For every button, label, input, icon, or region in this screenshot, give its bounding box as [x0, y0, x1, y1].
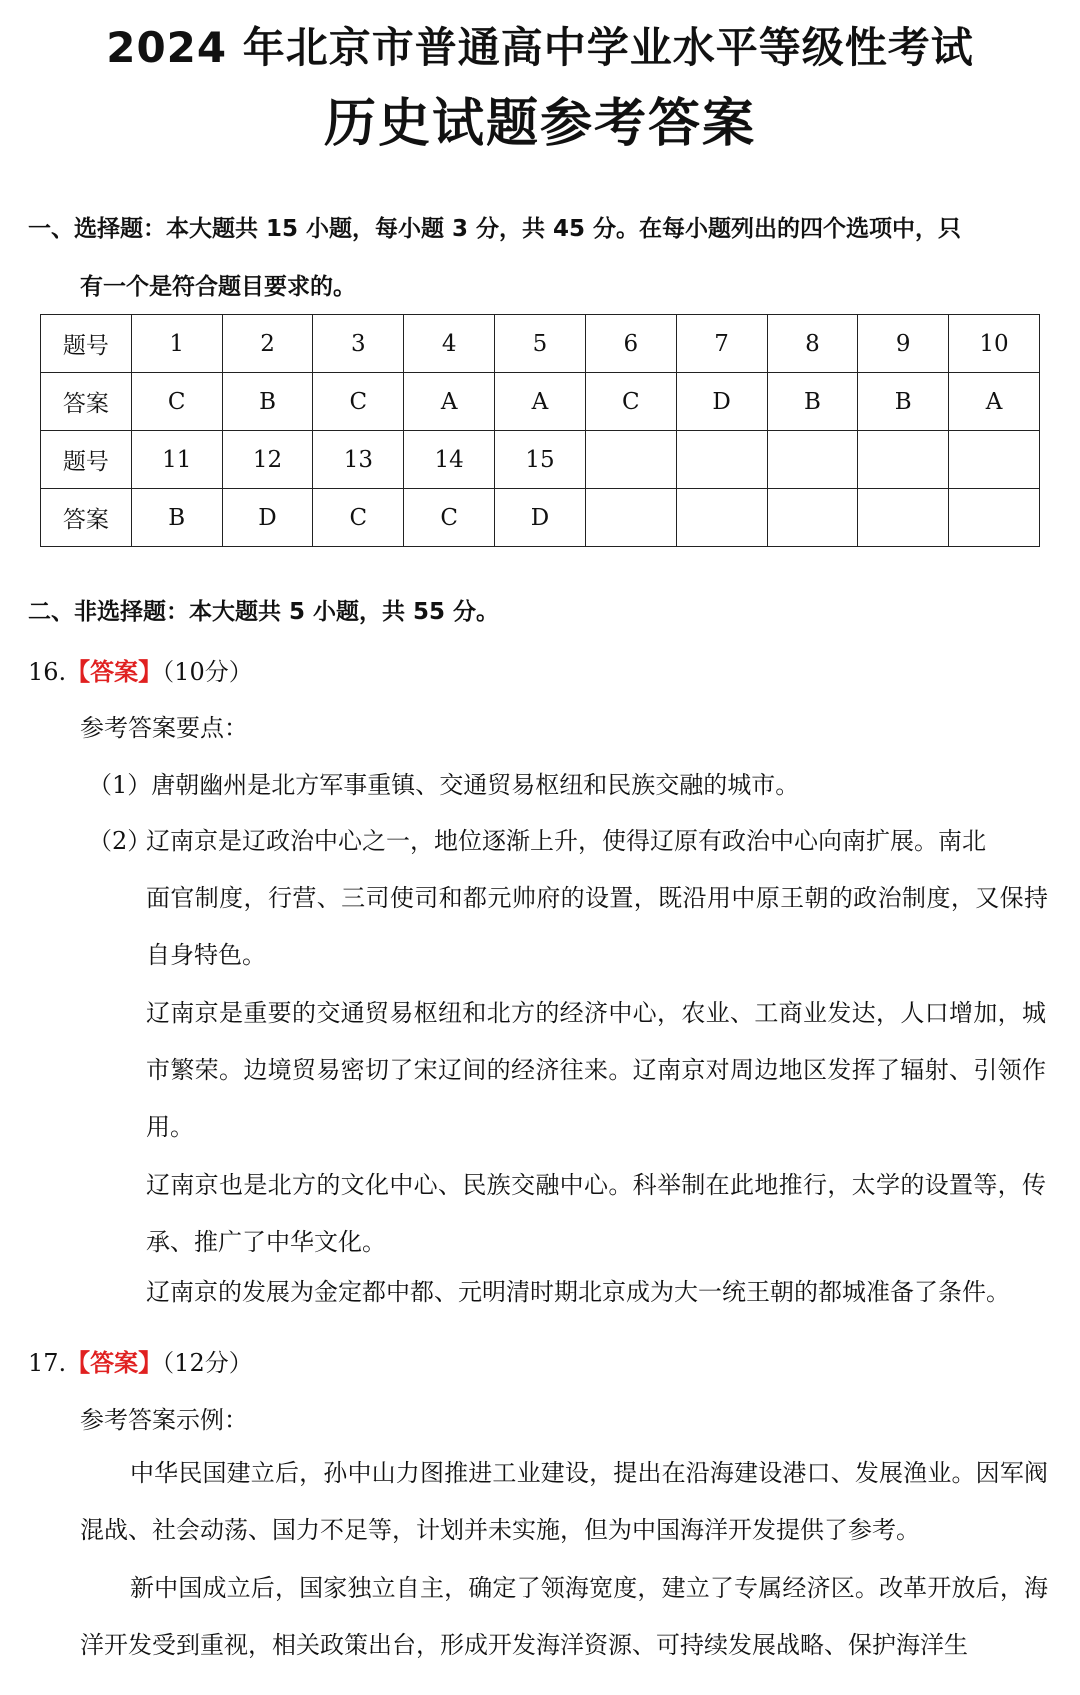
table-row — [41, 315, 1040, 373]
answer-cell — [949, 489, 1040, 547]
question-16-point-1: （1）唐朝幽州是北方军事重镇、交通贸易枢纽和民族交融的城市。 — [88, 771, 800, 799]
number-cell: 5 — [495, 315, 586, 373]
answer-cell: A — [495, 373, 586, 431]
point-2-first-line: 辽南京是辽政治中心之一，地位逐渐上升，使得辽原有政治中心向南扩展。南北 — [146, 827, 986, 855]
answer-cell: B — [858, 373, 949, 431]
question-16-point-2 — [88, 813, 1048, 984]
answer-cell — [858, 489, 949, 547]
number-cell: 13 — [313, 431, 404, 489]
answer-cell: C — [313, 489, 404, 547]
question-16-paragraph-economy: 辽南京是重要的交通贸易枢纽和北方的经济中心，农业、工商业发达，人口增加，城市繁荣。边境贸易密切了宋辽间的经济往来。辽南京对周边地区发挥了辐射、引领作用。 — [146, 999, 1046, 1141]
answer-cell: C — [585, 373, 676, 431]
question-score: （10分） — [162, 658, 253, 686]
answer-cell: A — [949, 373, 1040, 431]
question-score: （12分） — [162, 1349, 253, 1377]
number-cell: 14 — [404, 431, 495, 489]
point-2-continuation: 面官制度，行营、三司使司和都元帅府的设置，既沿用中原王朝的政治制度，又保持自身特色。 — [146, 884, 1048, 969]
answer-cell: B — [767, 373, 858, 431]
number-label-cell: 题号 — [41, 431, 132, 489]
table-row — [41, 431, 1040, 489]
answer-cell: B — [131, 489, 222, 547]
number-cell: 10 — [949, 315, 1040, 373]
number-cell: 2 — [222, 315, 313, 373]
number-cell: 1 — [131, 315, 222, 373]
number-cell: 11 — [131, 431, 222, 489]
answer-cell: B — [222, 373, 313, 431]
question-17-paragraph-2: 新中国成立后，国家独立自主，确定了领海宽度，建立了专属经济区。改革开放后，海洋开发受到重视，相关政策出台，形成开发海洋资源、可持续发展战略、保护海洋生 — [80, 1574, 1048, 1659]
answer-table — [40, 314, 1040, 547]
answer-cell: D — [495, 489, 586, 547]
answer-label-cell: 答案 — [41, 373, 132, 431]
point-label: （2） — [88, 827, 152, 855]
answer-cell: D — [676, 373, 767, 431]
number-cell: 12 — [222, 431, 313, 489]
answer-tag: 【答案】 — [66, 658, 163, 686]
answer-tag: 【答案】 — [66, 1349, 163, 1377]
number-cell: 4 — [404, 315, 495, 373]
document-title: 历史试题参考答案 — [323, 94, 756, 154]
question-17-paragraph-1: 中华民国建立后，孙中山力图推进工业建设，提出在沿海建设港口、发展渔业。因军阀混战、社会动荡、国力不足等，计划并未实施，但为中国海洋开发提供了参考。 — [80, 1459, 1048, 1544]
question-17-intro: 参考答案示例： — [80, 1406, 248, 1434]
answer-cell: A — [404, 373, 495, 431]
question-number: 16. — [28, 658, 67, 686]
answer-cell: C — [313, 373, 404, 431]
question-16-title — [28, 652, 253, 692]
question-17-title — [28, 1343, 253, 1383]
question-number: 17. — [28, 1349, 67, 1377]
answer-cell: C — [131, 373, 222, 431]
section1-heading-line2: 有一个是符合题目要求的。 — [80, 274, 356, 300]
answer-cell: D — [222, 489, 313, 547]
question-16-paragraph-conclusion: 辽南京的发展为金定都中都、元明清时期北京成为大一统王朝的都城准备了条件。 — [146, 1278, 1010, 1306]
answer-cell — [585, 489, 676, 547]
number-cell: 7 — [676, 315, 767, 373]
number-cell — [949, 431, 1040, 489]
section2-heading: 二、非选择题：本大题共 5 小题，共 55 分。 — [28, 599, 500, 625]
table-row — [41, 373, 1040, 431]
answer-cell — [767, 489, 858, 547]
question-16-intro: 参考答案要点： — [80, 714, 248, 742]
answer-label-cell: 答案 — [41, 489, 132, 547]
table-row — [41, 489, 1040, 547]
number-label-cell: 题号 — [41, 315, 132, 373]
section1-heading-line1: 一、选择题：本大题共 15 小题，每小题 3 分，共 45 分。在每小题列出的四个选项中，只 — [28, 216, 962, 242]
number-cell: 15 — [495, 431, 586, 489]
number-cell — [585, 431, 676, 489]
section1-heading — [28, 200, 1048, 316]
number-cell — [767, 431, 858, 489]
number-cell: 9 — [858, 315, 949, 373]
number-cell: 6 — [585, 315, 676, 373]
number-cell — [858, 431, 949, 489]
number-cell: 8 — [767, 315, 858, 373]
number-cell — [676, 431, 767, 489]
exam-title: 2024 年北京市普通高中学业水平等级性考试 — [106, 23, 974, 72]
answer-cell — [676, 489, 767, 547]
question-16-paragraph-culture: 辽南京也是北方的文化中心、民族交融中心。科举制在此地推行，太学的设置等，传承、推广了中华文化。 — [146, 1171, 1046, 1256]
number-cell: 3 — [313, 315, 404, 373]
answer-cell: C — [404, 489, 495, 547]
